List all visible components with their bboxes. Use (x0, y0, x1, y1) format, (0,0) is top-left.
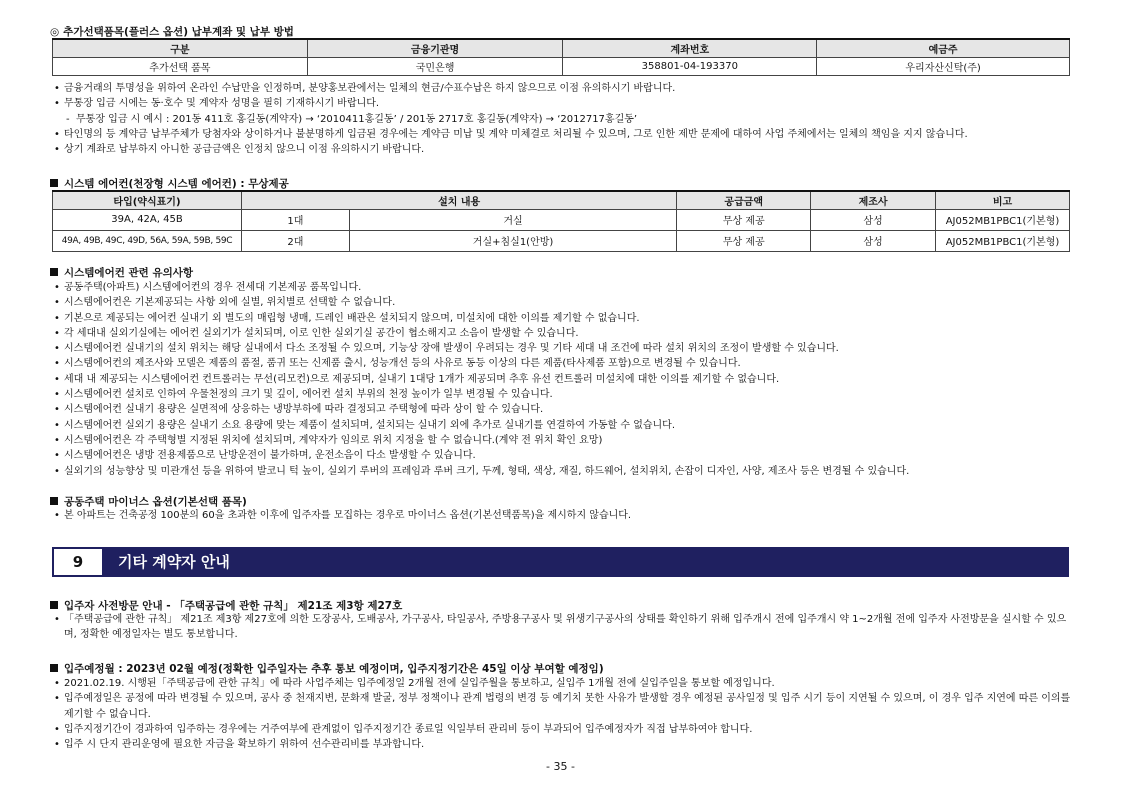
list-item: • 실외기의 성능향상 및 미관개선 등을 위하여 발코니 턱 높이, 실외기 루버의 프레임과 루버 크기, 두께, 형태, 색상, 재질, 하드웨어, 설치위치, 손잡이 디자인, 사양, 제조사 등은 변경될 수 있습니다. (54, 464, 1074, 479)
plus-option-notes (54, 81, 1074, 157)
list-item: • 시스템에어컨은 기본제공되는 사항 외에 실별, 위치별로 선택할 수 없습니다. (54, 295, 1074, 310)
table-cell: 거실+침실1(안방) (349, 230, 677, 251)
aircon-notes-list (54, 280, 1074, 479)
pre-visit-title: 입주자 사전방문 안내 - 「주택공급에 관한 규칙」 제21조 제3항 제27호 (64, 600, 403, 612)
square-bullet-icon (50, 179, 58, 187)
minus-option-list (54, 508, 1074, 523)
table-cell: 삼성 (811, 230, 936, 251)
table-cell: 2대 (241, 230, 349, 251)
list-item: - 무통장 입금 시 예시 : 201동 411호 홍길동(계약자) → ‘2010411홍길동’ / 201동 2717호 홍길동(계약자) → ‘2012717홍길동’ (54, 112, 1074, 127)
table-header: 제조사 (811, 191, 936, 209)
page-number: - 35 - (546, 760, 575, 773)
list-item: • 금융거래의 투명성을 위하여 온라인 수납만을 인정하며, 분양홍보관에서는 일체의 현금/수표수납은 하지 않으므로 이점 유의하시기 바랍니다. (54, 81, 1074, 96)
section-banner (52, 547, 1069, 577)
list-item: • 세대 내 제공되는 시스템에어컨 컨트롤러는 무선(리모컨)으로 제공되며, 실내기 1대당 1개가 제공되며 추후 유선 컨트롤러 미설치에 대한 이의를 제기할 수 없습니다. (54, 372, 1074, 387)
table-cell: 49A, 49B, 49C, 49D, 56A, 59A, 59B, 59C (53, 230, 242, 251)
table-row (53, 209, 1070, 230)
list-item: • 공동주택(아파트) 시스템에어컨의 경우 전세대 기본제공 품목입니다. (54, 280, 1074, 295)
circle-bullet-icon: ◎ (50, 26, 60, 38)
table-cell: 39A, 42A, 45B (53, 209, 242, 230)
table-cell: 무상 제공 (677, 209, 811, 230)
table-cell: 추가선택 품목 (53, 57, 308, 75)
table-header: 비고 (935, 191, 1069, 209)
square-bullet-icon (50, 268, 58, 276)
table-header-row (53, 39, 1070, 57)
list-item: • 시스템에어컨 실내기의 설치 위치는 해당 실내에서 다소 조정될 수 있으며, 기능상 장애 발생이 우려되는 경우 및 기타 세대 내 조건에 따라 설치 위치의 조정이 발생할 수 있습니다. (54, 341, 1074, 356)
table-header: 구분 (53, 39, 308, 57)
table-header: 설치 내용 (241, 191, 676, 209)
list-item: • 본 아파트는 건축공정 100분의 60을 초과한 이후에 입주자를 모집하는 경우로 마이너스 옵션(기본선택품목)을 제시하지 않습니다. (54, 508, 1074, 523)
move-in-heading (50, 661, 604, 676)
list-item: • 입주예정일은 공정에 따라 변경될 수 있으며, 공사 중 천재지변, 문화재 발굴, 정부 정책이나 관계 법령의 변경 등 예기치 못한 사유가 발생할 경우 예정된 공사일정 및 입주 시기 등이 지연될 수 있으며, 이 경우 입주 지연에 따른 이의를 제기할 수 없습니다. (54, 691, 1074, 722)
aircon-notes-heading (50, 265, 193, 280)
table-header: 계좌번호 (563, 39, 817, 57)
list-item: • 시스템에어컨 설치로 인하여 우물천정의 크기 및 깊이, 에어컨 설치 부위의 천정 높이가 일부 변경될 수 있습니다. (54, 387, 1074, 402)
table-cell: 국민은행 (307, 57, 563, 75)
plus-option-title: 추가선택품목(플러스 옵션) 납부계좌 및 납부 방법 (63, 26, 294, 38)
list-item: • 기본으로 제공되는 에어컨 실내기 외 별도의 매립형 냉매, 드레인 배관은 설치되지 않으며, 미설치에 대한 이의를 제기할 수 없습니다. (54, 311, 1074, 326)
table-cell: AJ052MB1PBC1(기본형) (935, 230, 1069, 251)
list-item: • 입주지정기간이 경과하여 입주하는 경우에는 거주여부에 관계없이 입주지정기간 종료일 익일부터 관리비 등이 부과되어 입주예정자가 직접 납부하여야 합니다. (54, 722, 1074, 737)
list-item: • 시스템에어컨은 각 주택형별 지정된 위치에 설치되며, 계약자가 임의로 위치 지정을 할 수 없습니다.(계약 전 위치 확인 요망) (54, 433, 1074, 448)
section-title: 기타 계약자 안내 (118, 553, 230, 571)
table-header: 공급금액 (677, 191, 811, 209)
table-header-row (53, 191, 1070, 209)
table-cell: AJ052MB1PBC1(기본형) (935, 209, 1069, 230)
aircon-title: 시스템 에어컨(천장형 시스템 에어컨) : 무상제공 (64, 178, 289, 190)
list-item: • 타인명의 등 계약금 납부주체가 당첨자와 상이하거나 불분명하게 입금된 경우에는 계약금 미납 및 계약 미체결로 처리될 수 있으며, 그로 인한 제반 문제에 대하여 사업 주체에서는 일체의 책임을 지지 않습니다. (54, 127, 1074, 142)
list-item: • 무통장 입금 시에는 동·호수 및 계약자 성명을 필히 기재하시기 바랍니다. (54, 96, 1074, 111)
move-in-title: 입주예정월 : 2023년 02월 예정(정확한 입주일자는 추후 통보 예정이며, 입주지정기간은 45일 이상 부여할 예정임) (64, 663, 604, 675)
list-item: • 입주 시 단지 관리운영에 필요한 자금을 확보하기 위하여 선수관리비를 부과합니다. (54, 737, 1074, 752)
square-bullet-icon (50, 497, 58, 505)
minus-option-title: 공동주택 마이너스 옵션(기본선택 품목) (64, 496, 247, 508)
table-cell: 358801-04-193370 (563, 57, 817, 75)
table-header: 타입(약식표기) (53, 191, 242, 209)
list-item: • 시스템에어컨 실내기 용량은 실면적에 상응하는 냉방부하에 따라 결정되고 주택형에 따라 상이 할 수 있습니다. (54, 402, 1074, 417)
pre-visit-list (54, 612, 1074, 643)
list-item: • 각 세대내 실외기실에는 에어컨 실외기가 설치되며, 이로 인한 실외기실 공간이 협소해지고 소음이 발생할 수 있습니다. (54, 326, 1074, 341)
table-row (53, 57, 1070, 75)
table-cell: 1대 (241, 209, 349, 230)
aircon-notes-title: 시스템에어컨 관련 유의사항 (64, 267, 194, 279)
plus-option-heading (50, 24, 294, 39)
table-header: 금융기관명 (307, 39, 563, 57)
list-item: • 2021.02.19. 시행된「주택공급에 관한 규칙」에 따라 사업주체는 입주예정일 2개월 전에 실입주월을 통보하고, 실입주 1개월 전에 실입주일을 통보할 예정입니다. (54, 676, 1074, 691)
move-in-list (54, 676, 1074, 752)
list-item: • 시스템에어컨의 제조사와 모델은 제품의 품절, 품귀 또는 신제품 출시, 성능개선 등의 사유로 동등 이상의 다른 제품(타사제품 포함)으로 변경될 수 있습니다. (54, 356, 1074, 371)
table-cell: 삼성 (811, 209, 936, 230)
list-item: • 상기 계좌로 납부하지 아니한 공급금액은 인정치 않으니 이점 유의하시기 바랍니다. (54, 142, 1074, 157)
pre-visit-heading (50, 598, 402, 613)
minus-option-heading (50, 494, 247, 509)
table-cell: 무상 제공 (677, 230, 811, 251)
table-cell: 우리자산신탁(주) (817, 57, 1070, 75)
table-header: 예금주 (817, 39, 1070, 57)
table-cell: 거실 (349, 209, 677, 230)
square-bullet-icon (50, 601, 58, 609)
square-bullet-icon (50, 664, 58, 672)
list-item: • 시스템에어컨은 냉방 전용제품으로 난방운전이 불가하며, 운전소음이 다소 발생할 수 있습니다. (54, 448, 1074, 463)
section-number: 9 (54, 549, 102, 575)
list-item: • 「주택공급에 관한 규칙」 제21조 제3항 제27호에 의한 도장공사, 도배공사, 가구공사, 타일공사, 주방용구공사 및 위생기구공사의 상태를 확인하기 위해 입주개시 전에 입주개시 약 1~2개월 전에 입주자 사전방문을 실시할 수 있으며, 정확한 예정일자는 별도 통보합니다. (54, 612, 1074, 643)
table-row (53, 230, 1070, 251)
aircon-heading (50, 176, 289, 191)
aircon-table (52, 190, 1070, 252)
plus-option-account-table (52, 38, 1070, 76)
list-item: • 시스템에어컨 실외기 용량은 실내기 소요 용량에 맞는 제품이 설치되며, 설치되는 실내기 외에 추가로 실내기를 연결하여 가동할 수 없습니다. (54, 418, 1074, 433)
